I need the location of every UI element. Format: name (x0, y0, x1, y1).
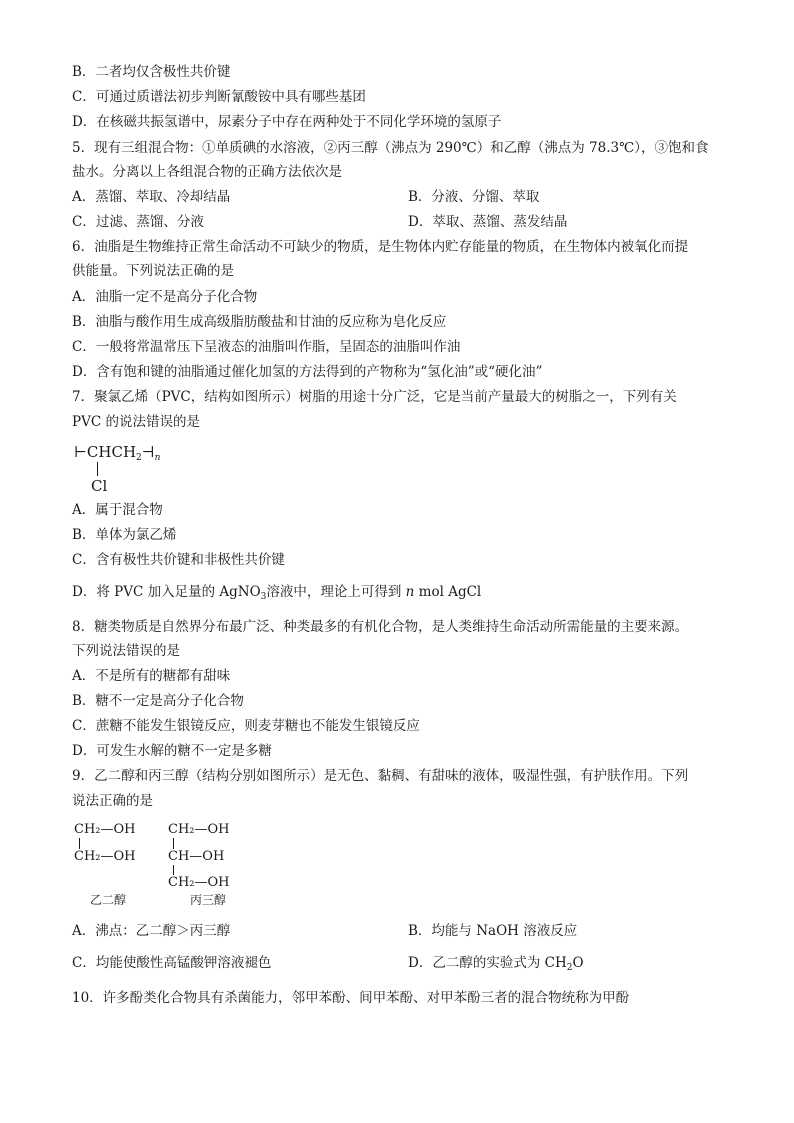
glycol-caption: 乙二醇 (90, 893, 127, 907)
q9-stem-line1: 9．乙二醇和丙三醇（结构分别如图所示）是无色、黏稠、有甜味的液体，吸湿性强，有护肤作用。下列 (72, 768, 689, 784)
glycerol-row-1: CH₂—OH (168, 822, 230, 837)
pvc-repeat-unit (74, 444, 160, 466)
q8-stem-line2: 下列说法错误的是 (72, 643, 180, 659)
glycerol-row-2: CH—OH (168, 849, 225, 864)
pvc-bracket-right: ⊣ (141, 443, 155, 461)
q7d-variable-n: n (405, 584, 415, 600)
q5-stem-line1: 5．现有三组混合物：①单质碘的水溶液，②丙三醇（沸点为 290℃）和乙醇（沸点为 78.3℃），③饱和食 (72, 140, 709, 156)
glycerol-caption: 丙三醇 (190, 893, 227, 907)
q8-stem-line1: 8．糖类物质是自然界分布最广泛、种类最多的有机化合物，是人类维持生命活动所需能量的主要来源。 (72, 619, 689, 635)
q6-option-a: A．油脂一定不是高分子化合物 (72, 289, 258, 305)
q8-option-a: A．不是所有的糖都有甜味 (72, 668, 231, 684)
q9-option-d (408, 953, 584, 978)
q9-option-a: A．沸点：乙二醇＞丙三醇 (72, 923, 231, 939)
q5-stem-line2: 盐水。分离以上各组混合物的正确方法依次是 (72, 164, 342, 180)
q5-option-d: D．萃取、蒸馏、蒸发结晶 (408, 214, 568, 230)
q8-option-b: B．糖不一定是高分子化合物 (72, 693, 244, 709)
q10-stem-line1: 10．许多酚类化合物具有杀菌能力，邻甲苯酚、间甲苯酚、对甲苯酚三者的混合物统称为甲酚 (72, 990, 630, 1006)
glycol-bond (79, 838, 80, 849)
glycerol-bond-2 (173, 865, 174, 875)
q7d-subscript-3: 3 (260, 592, 267, 602)
pvc-bond-line (97, 462, 98, 476)
q6-stem-line2: 供能量。下列说法正确的是 (72, 263, 234, 279)
q7d-text-3: mol AgCl (414, 584, 482, 600)
q8-option-d: D．可发生水解的糖不一定是多糖 (72, 743, 272, 759)
q9-option-c: C．均能使酸性高锰酸钾溶液褪色 (72, 955, 272, 971)
pvc-subscript-n: n (154, 453, 161, 463)
q5-option-b: B．分液、分馏、萃取 (408, 189, 540, 205)
pvc-subscript-2: 2 (136, 453, 142, 463)
q7d-text-1: D．将 PVC 加入足量的 AgNO (72, 584, 261, 600)
q8-option-c: C．蔗糖不能发生银镜反应，则麦芽糖也不能发生银镜反应 (72, 718, 420, 734)
q7-option-b: B．单体为氯乙烯 (72, 527, 177, 543)
glycerol-bond-1 (173, 838, 174, 849)
q7-option-a: A．属于混合物 (72, 502, 163, 518)
q7d-text-2: 溶液中，理论上可得到 (266, 584, 406, 600)
glycol-row-1: CH₂—OH (74, 822, 136, 837)
q7-stem-line2: PVC 的说法错误的是 (72, 414, 200, 430)
glycol-row-2: CH₂—OH (74, 849, 136, 864)
q5-option-a: A．蒸馏、萃取、冷却结晶 (72, 189, 231, 205)
q9d-text-1: D．乙二醇的实验式为 CH (408, 955, 567, 971)
q6-stem-line1: 6．油脂是生物维持正常生命活动不可缺少的物质，是生物体内贮存能量的物质，在生物体内被氧化而提 (72, 239, 689, 255)
q9d-text-2: O (572, 955, 584, 971)
q4-option-b: B．二者均仅含极性共价键 (72, 64, 231, 80)
q7-stem-line1: 7．聚氯乙烯（PVC，结构如图所示）树脂的用途十分广泛，它是当前产量最大的树脂之一，下列有关 (72, 389, 677, 405)
q9-option-b: B．均能与 NaOH 溶液反应 (408, 923, 578, 939)
pvc-bracket-left: ⊢ (74, 443, 87, 461)
q4-option-d: D．在核磁共振氢谱中，尿素分子中存在两种处于不同化学环境的氢原子 (72, 114, 502, 130)
q9-stem-line2: 说法正确的是 (72, 793, 153, 809)
q6-option-d: D．含有饱和键的油脂通过催化加氢的方法得到的产物称为“氢化油”或“硬化油” (72, 364, 543, 380)
q9d-subscript-2: 2 (566, 963, 573, 973)
glycerol-row-3: CH₂—OH (168, 875, 230, 890)
q7-option-d (72, 582, 481, 607)
pvc-main-chain: CHCH (86, 443, 137, 461)
q6-option-b: B．油脂与酸作用生成高级脂肪酸盐和甘油的反应称为皂化反应 (72, 314, 447, 330)
q6-option-c: C．一般将常温常压下呈液态的油脂叫作脂，呈固态的油脂叫作油 (72, 339, 461, 355)
q5-option-c: C．过滤、蒸馏、分液 (72, 214, 204, 230)
pvc-chlorine: Cl (91, 477, 108, 495)
q4-option-c: C．可通过质谱法初步判断氰酸铵中具有哪些基团 (72, 89, 366, 105)
q7-option-c: C．含有极性共价键和非极性共价键 (72, 552, 285, 568)
